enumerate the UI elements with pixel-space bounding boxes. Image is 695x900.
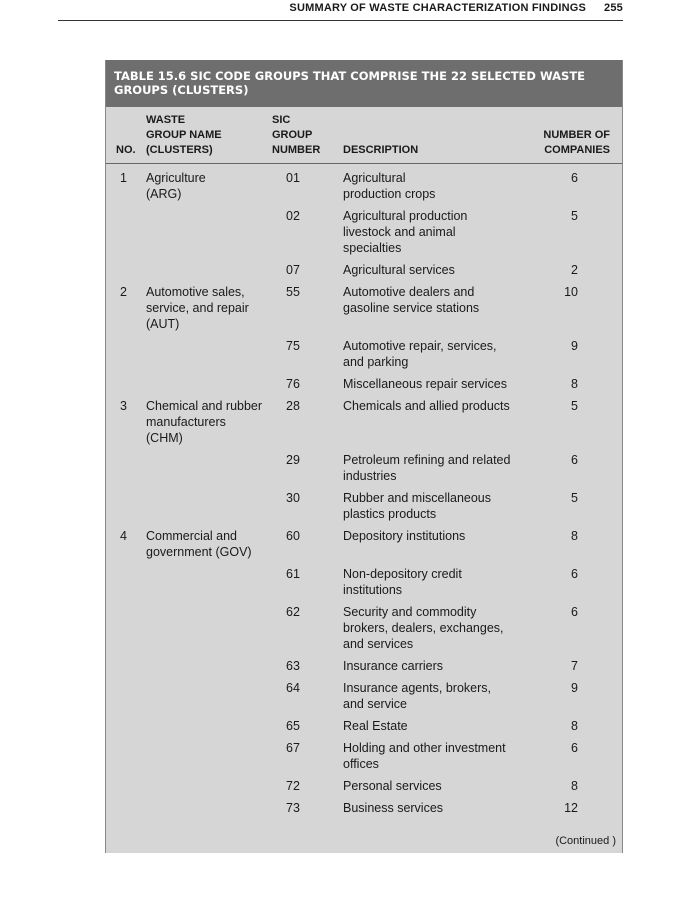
cell-number-of-companies: 12 — [564, 801, 578, 815]
cell-number-of-companies: 8 — [571, 779, 578, 793]
cell-sic-code: 60 — [286, 529, 300, 543]
cell-number-of-companies: 6 — [571, 567, 578, 581]
cell-description: Insurance agents, brokers, and service — [343, 681, 491, 711]
cell-description: Chemicals and allied products — [343, 399, 510, 413]
table-row — [106, 392, 622, 446]
cell-waste-group-name: Chemical and rubber manufacturers (CHM) — [146, 399, 263, 445]
cell-description: Automotive repair, services, and parking — [343, 339, 497, 369]
cell-description: Petroleum refining and related industries — [343, 453, 511, 483]
cell-sic-code: 75 — [286, 339, 300, 353]
cell-no: 4 — [120, 529, 127, 543]
cell-description: Holding and other investment offices — [343, 741, 506, 771]
table-row — [106, 652, 622, 674]
table-row — [106, 712, 622, 734]
cell-description: Non-depository credit institutions — [343, 567, 462, 597]
cell-description: Agricultural production crops — [343, 171, 436, 201]
cell-number-of-companies: 8 — [571, 529, 578, 543]
cell-number-of-companies: 6 — [571, 171, 578, 185]
header-number-of-companies: NUMBER OF COMPANIES — [543, 129, 610, 156]
table-row — [106, 598, 622, 652]
cell-description: Real Estate — [343, 719, 408, 733]
cell-sic-code: 28 — [286, 399, 300, 413]
header-description: DESCRIPTION — [343, 144, 419, 156]
cell-description: Miscellaneous repair services — [343, 377, 507, 391]
cell-sic-code: 63 — [286, 659, 300, 673]
cell-sic-code: 30 — [286, 491, 300, 505]
cell-number-of-companies: 8 — [571, 719, 578, 733]
cell-sic-code: 61 — [286, 567, 300, 581]
cell-description: Security and commodity brokers, dealers, exchanges, and services — [343, 605, 504, 651]
cell-sic-code: 65 — [286, 719, 300, 733]
table-row — [106, 446, 622, 484]
table-row — [106, 522, 622, 560]
running-head-title: SUMMARY OF WASTE CHARACTERIZATION FINDINGS — [289, 2, 587, 14]
cell-sic-code: 76 — [286, 377, 300, 391]
cell-number-of-companies: 5 — [571, 209, 578, 223]
cell-description: Automotive dealers and gasoline service stations — [343, 285, 480, 315]
running-head — [58, 2, 623, 21]
cell-number-of-companies: 10 — [564, 285, 578, 299]
cell-sic-code: 64 — [286, 681, 300, 695]
cell-description: Depository institutions — [343, 529, 466, 543]
cell-number-of-companies: 5 — [571, 399, 578, 413]
page-number: 255 — [604, 2, 623, 14]
table-row — [106, 772, 622, 794]
cell-waste-group-name: Automotive sales, service, and repair (AUT) — [146, 285, 249, 331]
cell-sic-code: 29 — [286, 453, 300, 467]
table-caption: TABLE 15.6 SIC CODE GROUPS THAT COMPRISE THE 22 SELECTED WASTE GROUPS (CLUSTERS) — [106, 60, 622, 107]
cell-no: 3 — [120, 399, 127, 413]
table-row — [106, 674, 622, 712]
cell-number-of-companies: 8 — [571, 377, 578, 391]
cell-sic-code: 02 — [286, 209, 300, 223]
cell-description: Business services — [343, 801, 444, 815]
cell-sic-code: 72 — [286, 779, 300, 793]
cell-number-of-companies: 9 — [571, 681, 578, 695]
table-row — [106, 332, 622, 370]
cell-number-of-companies: 5 — [571, 491, 578, 505]
cell-sic-code: 62 — [286, 605, 300, 619]
header-waste-group-name: WASTE GROUP NAME (CLUSTERS) — [146, 114, 222, 156]
cell-no: 2 — [120, 285, 127, 299]
continued-note: (Continued ) — [555, 835, 616, 847]
table-row — [106, 484, 622, 522]
cell-no: 1 — [120, 171, 127, 185]
cell-number-of-companies: 6 — [571, 741, 578, 755]
header-no: NO. — [116, 144, 136, 156]
cell-number-of-companies: 9 — [571, 339, 578, 353]
table-row — [106, 202, 622, 256]
cell-description: Personal services — [343, 779, 442, 793]
table-row — [106, 370, 622, 392]
cell-sic-code: 67 — [286, 741, 300, 755]
table-body — [106, 164, 622, 816]
cell-sic-code: 01 — [286, 171, 300, 185]
cell-description: Rubber and miscellaneous plastics products — [343, 491, 492, 521]
cell-sic-code: 55 — [286, 285, 300, 299]
cell-description: Insurance carriers — [343, 659, 444, 673]
table-row — [106, 278, 622, 332]
cell-waste-group-name: Commercial and government (GOV) — [146, 529, 252, 559]
header-sic-group-number: SIC GROUP NUMBER — [272, 114, 321, 156]
table-header-row — [106, 107, 622, 164]
cell-sic-code: 07 — [286, 263, 300, 277]
cell-number-of-companies: 6 — [571, 605, 578, 619]
table-row — [106, 794, 622, 816]
cell-description: Agricultural services — [343, 263, 455, 277]
cell-sic-code: 73 — [286, 801, 300, 815]
cell-waste-group-name: Agriculture (ARG) — [146, 171, 206, 201]
table-row — [106, 560, 622, 598]
cell-number-of-companies: 6 — [571, 453, 578, 467]
table-15-6 — [105, 60, 623, 853]
table-row — [106, 256, 622, 278]
cell-description: Agricultural production livestock and animal specialties — [343, 209, 468, 255]
table-row — [106, 164, 622, 202]
table-row — [106, 734, 622, 772]
cell-number-of-companies: 7 — [571, 659, 578, 673]
cell-number-of-companies: 2 — [571, 263, 578, 277]
